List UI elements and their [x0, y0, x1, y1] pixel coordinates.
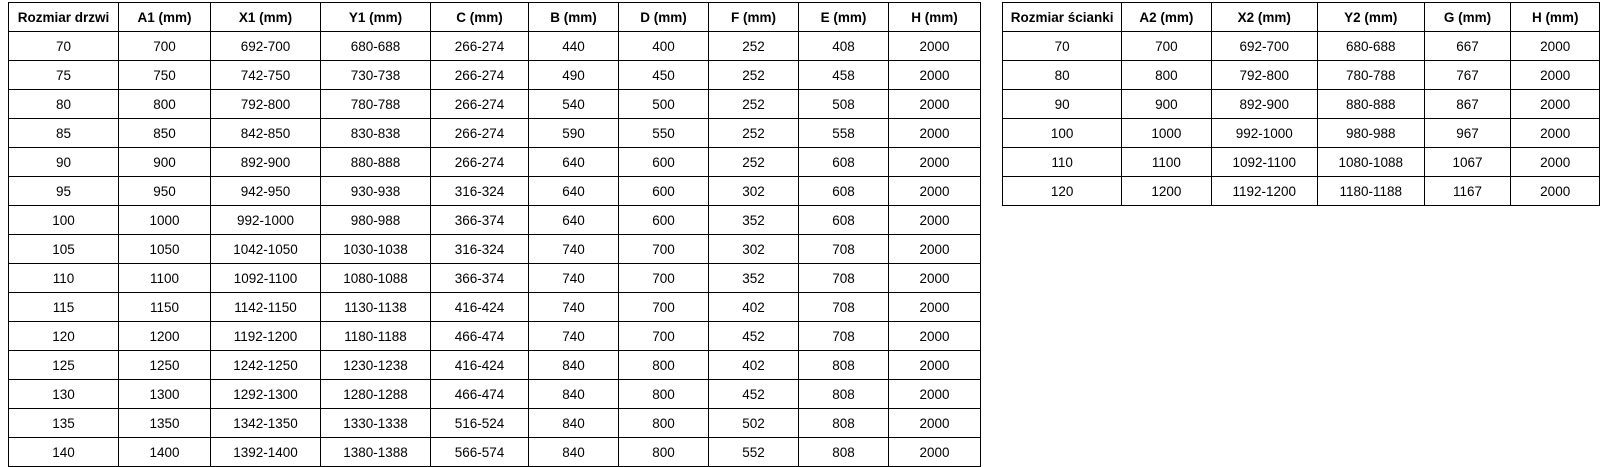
doors-cell: 90 — [9, 148, 119, 177]
walls-cell: 900 — [1122, 90, 1211, 119]
table-row — [9, 438, 981, 467]
doors-cell: 742-750 — [211, 61, 321, 90]
doors-cell: 1180-1188 — [321, 322, 431, 351]
doors-cell: 266-274 — [431, 119, 529, 148]
doors-cell: 640 — [529, 206, 619, 235]
walls-cell: 980-988 — [1317, 119, 1424, 148]
doors-cell: 1230-1238 — [321, 351, 431, 380]
doors-column-header: H (mm) — [889, 3, 981, 32]
doors-cell: 1130-1138 — [321, 293, 431, 322]
walls-cell: 100 — [1003, 119, 1122, 148]
table-row — [9, 90, 981, 119]
doors-cell: 780-788 — [321, 90, 431, 119]
doors-cell: 502 — [709, 409, 799, 438]
doors-cell: 1350 — [119, 409, 211, 438]
doors-dimensions-table — [8, 2, 981, 467]
doors-cell: 740 — [529, 322, 619, 351]
doors-cell: 408 — [799, 32, 889, 61]
doors-cell: 115 — [9, 293, 119, 322]
doors-cell: 1100 — [119, 264, 211, 293]
doors-cell: 416-424 — [431, 293, 529, 322]
walls-cell: 90 — [1003, 90, 1122, 119]
doors-cell: 840 — [529, 409, 619, 438]
doors-cell: 252 — [709, 32, 799, 61]
doors-cell: 808 — [799, 351, 889, 380]
walls-column-header: H (mm) — [1511, 3, 1600, 32]
doors-cell: 540 — [529, 90, 619, 119]
walls-cell: 800 — [1122, 61, 1211, 90]
doors-cell: 750 — [119, 61, 211, 90]
doors-cell: 708 — [799, 235, 889, 264]
table-row — [1003, 148, 1600, 177]
table-row — [9, 177, 981, 206]
doors-cell: 740 — [529, 235, 619, 264]
doors-cell: 70 — [9, 32, 119, 61]
doors-cell: 508 — [799, 90, 889, 119]
walls-cell: 1180-1188 — [1317, 177, 1424, 206]
walls-table-head — [1003, 3, 1600, 32]
doors-cell: 692-700 — [211, 32, 321, 61]
doors-cell: 135 — [9, 409, 119, 438]
walls-cell: 1067 — [1424, 148, 1511, 177]
doors-cell: 2000 — [889, 119, 981, 148]
doors-cell: 550 — [619, 119, 709, 148]
doors-cell: 700 — [619, 322, 709, 351]
doors-cell: 316-324 — [431, 177, 529, 206]
walls-cell: 767 — [1424, 61, 1511, 90]
doors-cell: 2000 — [889, 409, 981, 438]
doors-cell: 2000 — [889, 32, 981, 61]
doors-cell: 302 — [709, 177, 799, 206]
doors-cell: 942-950 — [211, 177, 321, 206]
doors-cell: 1092-1100 — [211, 264, 321, 293]
walls-dimensions-table-container — [1002, 2, 1600, 206]
doors-cell: 1042-1050 — [211, 235, 321, 264]
walls-cell: 667 — [1424, 32, 1511, 61]
doors-cell: 402 — [709, 293, 799, 322]
doors-cell: 600 — [619, 177, 709, 206]
walls-cell: 2000 — [1511, 177, 1600, 206]
doors-cell: 680-688 — [321, 32, 431, 61]
doors-column-header: A1 (mm) — [119, 3, 211, 32]
walls-cell: 1200 — [1122, 177, 1211, 206]
table-row — [9, 351, 981, 380]
doors-cell: 2000 — [889, 351, 981, 380]
doors-cell: 440 — [529, 32, 619, 61]
doors-cell: 552 — [709, 438, 799, 467]
doors-cell: 2000 — [889, 322, 981, 351]
doors-cell: 400 — [619, 32, 709, 61]
doors-cell: 900 — [119, 148, 211, 177]
doors-column-header: X1 (mm) — [211, 3, 321, 32]
doors-cell: 416-424 — [431, 351, 529, 380]
walls-cell: 780-788 — [1317, 61, 1424, 90]
doors-cell: 2000 — [889, 264, 981, 293]
doors-cell: 2000 — [889, 235, 981, 264]
walls-table-body — [1003, 32, 1600, 206]
doors-cell: 608 — [799, 148, 889, 177]
doors-cell: 1192-1200 — [211, 322, 321, 351]
doors-cell: 640 — [529, 177, 619, 206]
doors-cell: 880-888 — [321, 148, 431, 177]
doors-cell: 85 — [9, 119, 119, 148]
doors-cell: 252 — [709, 119, 799, 148]
doors-cell: 125 — [9, 351, 119, 380]
walls-column-header: X2 (mm) — [1211, 3, 1317, 32]
doors-cell: 558 — [799, 119, 889, 148]
doors-cell: 1000 — [119, 206, 211, 235]
doors-cell: 590 — [529, 119, 619, 148]
table-row — [9, 206, 981, 235]
doors-cell: 450 — [619, 61, 709, 90]
walls-cell: 792-800 — [1211, 61, 1317, 90]
doors-column-header: C (mm) — [431, 3, 529, 32]
doors-cell: 1400 — [119, 438, 211, 467]
doors-cell: 1342-1350 — [211, 409, 321, 438]
doors-cell: 700 — [619, 264, 709, 293]
walls-column-header: Y2 (mm) — [1317, 3, 1424, 32]
doors-cell: 1380-1388 — [321, 438, 431, 467]
doors-cell: 708 — [799, 293, 889, 322]
doors-cell: 366-374 — [431, 264, 529, 293]
doors-cell: 2000 — [889, 90, 981, 119]
doors-cell: 1050 — [119, 235, 211, 264]
walls-cell: 2000 — [1511, 61, 1600, 90]
doors-cell: 730-738 — [321, 61, 431, 90]
doors-cell: 740 — [529, 264, 619, 293]
doors-cell: 366-374 — [431, 206, 529, 235]
table-row — [1003, 177, 1600, 206]
doors-cell: 840 — [529, 438, 619, 467]
walls-cell: 1000 — [1122, 119, 1211, 148]
doors-cell: 266-274 — [431, 32, 529, 61]
doors-cell: 980-988 — [321, 206, 431, 235]
doors-cell: 800 — [619, 438, 709, 467]
table-row — [1003, 90, 1600, 119]
doors-cell: 1150 — [119, 293, 211, 322]
doors-cell: 2000 — [889, 61, 981, 90]
doors-cell: 2000 — [889, 148, 981, 177]
doors-cell: 266-274 — [431, 90, 529, 119]
doors-cell: 808 — [799, 409, 889, 438]
doors-cell: 892-900 — [211, 148, 321, 177]
walls-cell: 880-888 — [1317, 90, 1424, 119]
doors-cell: 830-838 — [321, 119, 431, 148]
doors-cell: 1250 — [119, 351, 211, 380]
walls-cell: 2000 — [1511, 32, 1600, 61]
walls-cell: 700 — [1122, 32, 1211, 61]
doors-table-head — [9, 3, 981, 32]
table-row — [9, 235, 981, 264]
doors-cell: 792-800 — [211, 90, 321, 119]
walls-cell: 120 — [1003, 177, 1122, 206]
doors-cell: 566-574 — [431, 438, 529, 467]
doors-cell: 100 — [9, 206, 119, 235]
doors-cell: 1330-1338 — [321, 409, 431, 438]
doors-cell: 316-324 — [431, 235, 529, 264]
doors-cell: 120 — [9, 322, 119, 351]
table-row — [9, 380, 981, 409]
doors-column-header: D (mm) — [619, 3, 709, 32]
table-row — [9, 32, 981, 61]
walls-cell: 967 — [1424, 119, 1511, 148]
doors-cell: 110 — [9, 264, 119, 293]
doors-cell: 105 — [9, 235, 119, 264]
walls-cell: 1192-1200 — [1211, 177, 1317, 206]
doors-cell: 1392-1400 — [211, 438, 321, 467]
doors-cell: 1080-1088 — [321, 264, 431, 293]
doors-cell: 840 — [529, 351, 619, 380]
doors-cell: 466-474 — [431, 322, 529, 351]
table-row — [9, 322, 981, 351]
doors-cell: 950 — [119, 177, 211, 206]
walls-cell: 110 — [1003, 148, 1122, 177]
doors-cell: 266-274 — [431, 148, 529, 177]
doors-cell: 1142-1150 — [211, 293, 321, 322]
doors-cell: 708 — [799, 264, 889, 293]
doors-column-header: Y1 (mm) — [321, 3, 431, 32]
doors-column-header: B (mm) — [529, 3, 619, 32]
doors-cell: 800 — [619, 409, 709, 438]
walls-cell: 70 — [1003, 32, 1122, 61]
doors-cell: 95 — [9, 177, 119, 206]
walls-cell: 2000 — [1511, 148, 1600, 177]
doors-cell: 800 — [619, 351, 709, 380]
doors-cell: 80 — [9, 90, 119, 119]
doors-cell: 700 — [119, 32, 211, 61]
doors-cell: 500 — [619, 90, 709, 119]
doors-dimensions-table-container — [8, 2, 981, 467]
doors-cell: 252 — [709, 90, 799, 119]
walls-cell: 2000 — [1511, 90, 1600, 119]
doors-cell: 352 — [709, 264, 799, 293]
table-row — [9, 61, 981, 90]
walls-cell: 1092-1100 — [1211, 148, 1317, 177]
doors-cell: 992-1000 — [211, 206, 321, 235]
doors-cell: 402 — [709, 351, 799, 380]
table-row — [9, 293, 981, 322]
walls-column-header: G (mm) — [1424, 3, 1511, 32]
walls-cell: 2000 — [1511, 119, 1600, 148]
doors-cell: 1242-1250 — [211, 351, 321, 380]
doors-cell: 140 — [9, 438, 119, 467]
doors-cell: 700 — [619, 293, 709, 322]
doors-cell: 458 — [799, 61, 889, 90]
doors-cell: 2000 — [889, 206, 981, 235]
doors-cell: 800 — [619, 380, 709, 409]
table-header-row — [9, 3, 981, 32]
table-row — [1003, 119, 1600, 148]
doors-cell: 850 — [119, 119, 211, 148]
doors-cell: 1280-1288 — [321, 380, 431, 409]
table-row — [9, 264, 981, 293]
doors-cell: 452 — [709, 380, 799, 409]
doors-cell: 452 — [709, 322, 799, 351]
doors-cell: 708 — [799, 322, 889, 351]
doors-cell: 352 — [709, 206, 799, 235]
table-row — [9, 119, 981, 148]
table-row — [1003, 61, 1600, 90]
table-row — [9, 148, 981, 177]
doors-cell: 266-274 — [431, 61, 529, 90]
doors-cell: 640 — [529, 148, 619, 177]
table-header-row — [1003, 3, 1600, 32]
doors-cell: 608 — [799, 177, 889, 206]
walls-cell: 892-900 — [1211, 90, 1317, 119]
doors-cell: 840 — [529, 380, 619, 409]
table-row — [9, 409, 981, 438]
doors-cell: 302 — [709, 235, 799, 264]
doors-cell: 1200 — [119, 322, 211, 351]
doors-cell: 516-524 — [431, 409, 529, 438]
doors-cell: 808 — [799, 380, 889, 409]
doors-cell: 2000 — [889, 177, 981, 206]
walls-cell: 680-688 — [1317, 32, 1424, 61]
doors-cell: 2000 — [889, 438, 981, 467]
doors-cell: 252 — [709, 148, 799, 177]
doors-cell: 608 — [799, 206, 889, 235]
walls-cell: 80 — [1003, 61, 1122, 90]
doors-column-header: F (mm) — [709, 3, 799, 32]
doors-cell: 252 — [709, 61, 799, 90]
walls-column-header: Rozmiar ścianki — [1003, 3, 1122, 32]
doors-cell: 600 — [619, 148, 709, 177]
doors-cell: 1292-1300 — [211, 380, 321, 409]
walls-cell: 867 — [1424, 90, 1511, 119]
doors-cell: 130 — [9, 380, 119, 409]
walls-cell: 1100 — [1122, 148, 1211, 177]
walls-cell: 992-1000 — [1211, 119, 1317, 148]
doors-column-header: Rozmiar drzwi — [9, 3, 119, 32]
doors-cell: 2000 — [889, 293, 981, 322]
doors-column-header: E (mm) — [799, 3, 889, 32]
walls-cell: 692-700 — [1211, 32, 1317, 61]
doors-cell: 75 — [9, 61, 119, 90]
doors-cell: 466-474 — [431, 380, 529, 409]
doors-cell: 700 — [619, 235, 709, 264]
walls-cell: 1080-1088 — [1317, 148, 1424, 177]
doors-cell: 930-938 — [321, 177, 431, 206]
doors-table-body — [9, 32, 981, 467]
doors-cell: 600 — [619, 206, 709, 235]
doors-cell: 800 — [119, 90, 211, 119]
table-row — [1003, 32, 1600, 61]
walls-cell: 1167 — [1424, 177, 1511, 206]
doors-cell: 740 — [529, 293, 619, 322]
doors-cell: 808 — [799, 438, 889, 467]
doors-cell: 490 — [529, 61, 619, 90]
walls-column-header: A2 (mm) — [1122, 3, 1211, 32]
doors-cell: 2000 — [889, 380, 981, 409]
walls-dimensions-table — [1002, 2, 1600, 206]
doors-cell: 842-850 — [211, 119, 321, 148]
doors-cell: 1030-1038 — [321, 235, 431, 264]
doors-cell: 1300 — [119, 380, 211, 409]
